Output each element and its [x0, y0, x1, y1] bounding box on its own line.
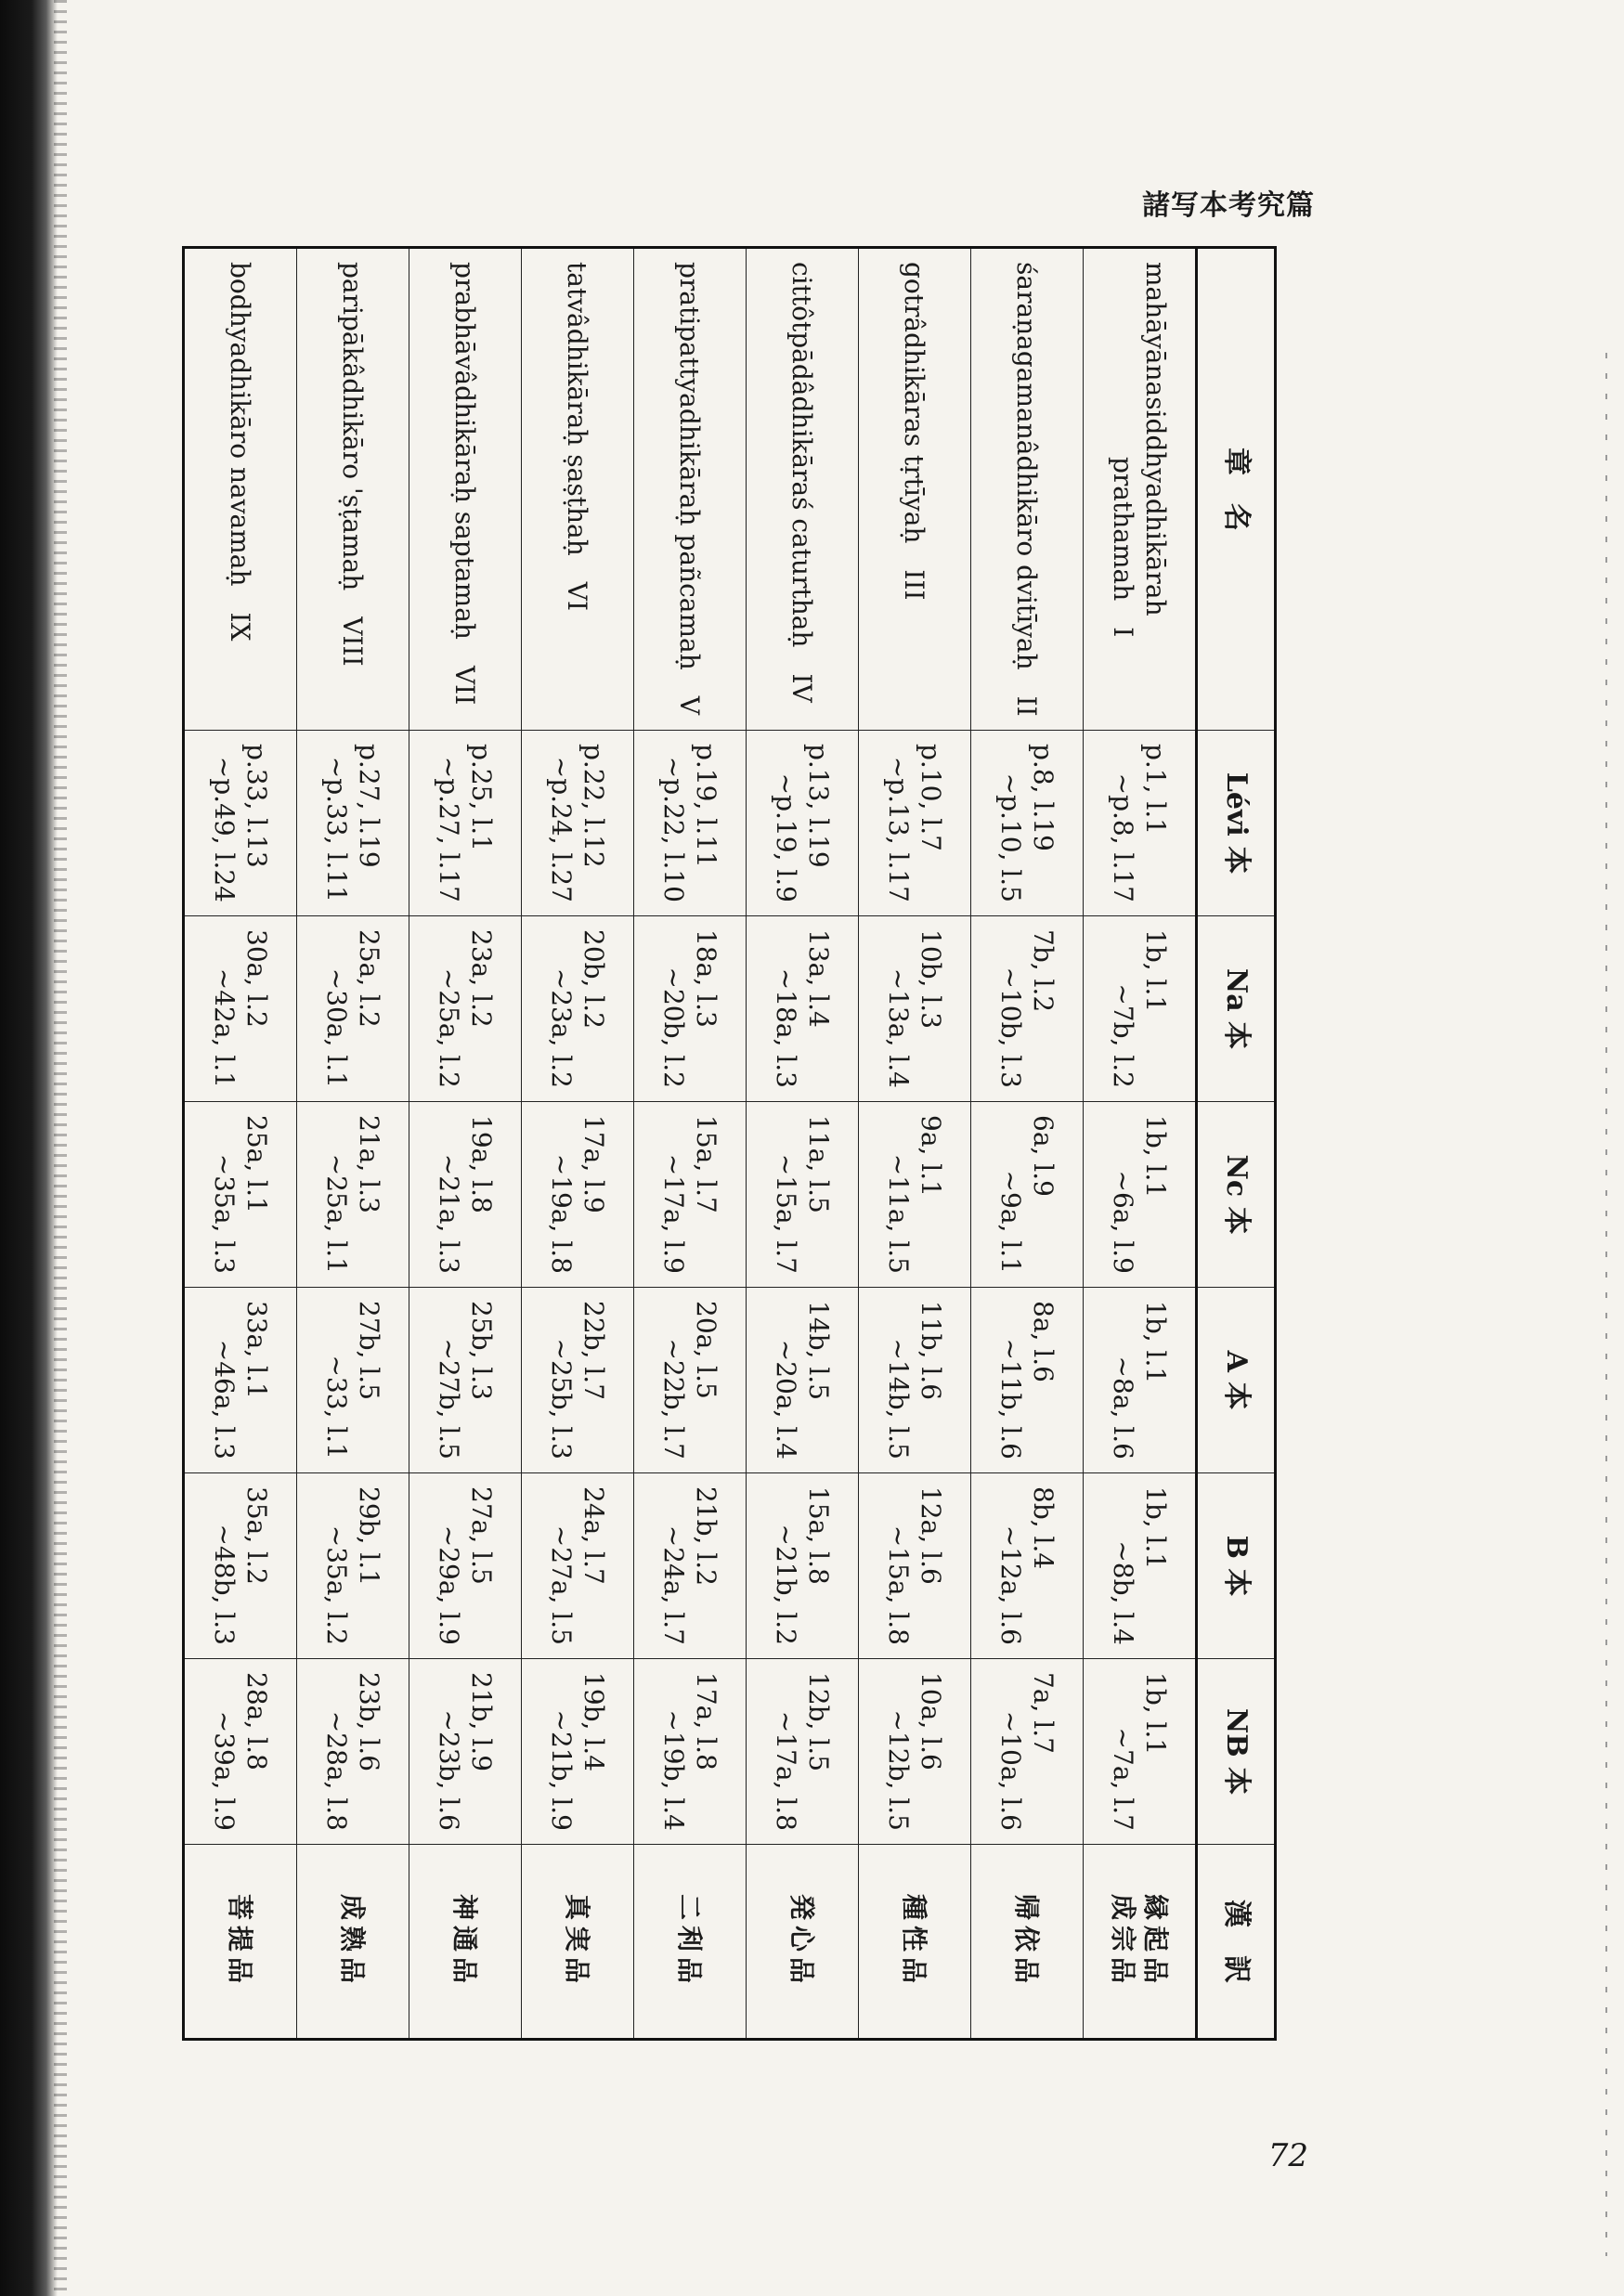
na-start: 25a, l.2: [354, 929, 384, 1028]
a-start: 33a, l.1: [241, 1301, 272, 1399]
levi-ref-cell: [747, 731, 859, 916]
b-end: ~8b, l.4: [1108, 1540, 1138, 1645]
table-row: [184, 248, 297, 2040]
b-start: 27a, l.5: [466, 1486, 497, 1585]
chapter-name: tatvâdhikāraḥ ṣaṣṭhaḥ VI: [562, 262, 593, 612]
nc-ref-cell: [1084, 1102, 1197, 1288]
chapter-name: śaraṇagamanâdhikāro dvitīyaḥ II: [1011, 262, 1043, 717]
levi-end: ~p.10, l.5: [995, 772, 1026, 902]
a-start: 8a, l.6: [1028, 1301, 1059, 1382]
nc-start: 15a, l.7: [691, 1115, 721, 1213]
manuscript-comparison-table: [182, 246, 1277, 2041]
nc-start: 21a, l.3: [354, 1115, 384, 1213]
levi-start: p.13, l.19: [803, 744, 834, 868]
na-ref-cell: [747, 916, 859, 1102]
a-end: ~27b, l.5: [434, 1338, 464, 1459]
a-ref-cell: [297, 1288, 409, 1473]
levi-start: p.27, l.19: [354, 744, 384, 868]
levi-end: ~p.8, l.17: [1108, 772, 1138, 902]
chapter-name-cell: [1084, 248, 1197, 731]
nb-ref-cell: [859, 1659, 971, 1845]
chapter-name: cittôtpādâdhikāraś caturthaḥ IV: [786, 262, 818, 703]
nc-ref-cell: [297, 1102, 409, 1288]
nb-end: ~39a, l.9: [209, 1710, 240, 1831]
chapter-name-cell: [747, 248, 859, 731]
a-end: ~33, l.1: [321, 1355, 352, 1459]
kanyaku-title: 発心品: [786, 1893, 818, 1989]
b-end: ~29a, l.9: [434, 1524, 464, 1645]
nb-start: 10a, l.6: [916, 1672, 946, 1771]
nb-end: ~10a, l.6: [995, 1710, 1026, 1831]
header-kanyaku: 漢 訳: [1197, 1845, 1276, 2040]
na-end: ~30a, l.1: [321, 967, 352, 1088]
levi-end: ~p.27, l.17: [434, 756, 464, 902]
levi-ref-cell: [634, 731, 747, 916]
na-end: ~23a, l.2: [546, 967, 577, 1088]
b-start: 15a, l.8: [803, 1486, 834, 1585]
nb-start: 19b, l.4: [578, 1672, 609, 1772]
nc-start: 25a, l.1: [241, 1115, 272, 1213]
b-end: ~48b, l.3: [209, 1524, 240, 1645]
levi-start: p.19, l.11: [691, 744, 721, 868]
b-start: 8b, l.4: [1028, 1486, 1059, 1570]
nc-end: ~9a, l.1: [995, 1170, 1026, 1274]
levi-start: p.1, l.1: [1140, 744, 1171, 836]
levi-start: p.22, l.12: [578, 744, 609, 868]
nc-end: ~21a, l.3: [434, 1153, 464, 1274]
b-end: ~21b, l.2: [771, 1524, 801, 1645]
b-end: ~35a, l.2: [321, 1524, 352, 1645]
a-ref-cell: [409, 1288, 522, 1473]
kanyaku-cell: [409, 1845, 522, 2040]
nb-ref-cell: [297, 1659, 409, 1845]
levi-ref-cell: [409, 731, 522, 916]
chapter-name-cell: [409, 248, 522, 731]
levi-start: p.33, l.13: [241, 744, 272, 868]
chapter-name-cell: [184, 248, 297, 731]
table-row: [747, 248, 859, 2040]
b-end: ~12a, l.6: [995, 1524, 1026, 1645]
levi-ref-cell: [1084, 731, 1197, 916]
na-start: 13a, l.4: [803, 929, 834, 1028]
a-start: 20a, l.5: [691, 1301, 721, 1399]
table-row: [971, 248, 1084, 2040]
a-start: 1b, l.1: [1140, 1301, 1171, 1384]
header-levi: Lévi 本: [1197, 731, 1276, 916]
kanyaku-title: 真実品: [562, 1893, 593, 1989]
kanyaku-cell: [1084, 1845, 1197, 2040]
table-body: [184, 248, 1197, 2040]
nc-start: 1b, l.1: [1140, 1115, 1171, 1199]
kanyaku-title: 縁起品: [1140, 1893, 1171, 1989]
kanyaku-cell: [971, 1845, 1084, 2040]
b-start: 1b, l.1: [1140, 1486, 1171, 1570]
na-ref-cell: [1084, 916, 1197, 1102]
scan-margin-dashes: [1605, 353, 1607, 2256]
na-end: ~13a, l.4: [883, 967, 914, 1088]
header-a: A 本: [1197, 1288, 1276, 1473]
page-header-title: 諸写本考究篇: [1142, 189, 1315, 222]
na-end: ~10b, l.3: [995, 966, 1026, 1088]
levi-ref-cell: [522, 731, 634, 916]
b-start: 29b, l.1: [354, 1486, 384, 1587]
b-ref-cell: [634, 1473, 747, 1659]
kanyaku-title: 菩提品: [225, 1893, 256, 1989]
header-row: [1197, 248, 1276, 2040]
chapter-name: paripākâdhikāro 'ṣṭamaḥ VIII: [337, 262, 369, 667]
na-end: ~20b, l.2: [658, 966, 689, 1088]
nb-end: ~19b, l.4: [658, 1709, 689, 1831]
levi-end: ~p.22, l.10: [658, 756, 689, 902]
na-ref-cell: [634, 916, 747, 1102]
header-na: Na 本: [1197, 916, 1276, 1102]
nb-ref-cell: [634, 1659, 747, 1845]
nb-end: ~12b, l.5: [883, 1709, 914, 1831]
nb-start: 17a, l.8: [691, 1672, 721, 1771]
nb-start: 21b, l.9: [466, 1672, 497, 1772]
nc-ref-cell: [859, 1102, 971, 1288]
nc-start: 9a, l.1: [916, 1115, 946, 1197]
b-end: ~27a, l.5: [546, 1524, 577, 1645]
b-start: 21b, l.2: [691, 1486, 721, 1587]
nb-ref-cell: [747, 1659, 859, 1845]
b-start: 35a, l.2: [241, 1486, 272, 1585]
kanyaku-title: 成熟品: [337, 1893, 369, 1989]
kanyaku-cell: [297, 1845, 409, 2040]
table-row: [409, 248, 522, 2040]
kanyaku-title: 二利品: [674, 1893, 706, 1989]
nb-start: 23b, l.6: [354, 1672, 384, 1772]
chapter-name-cell: [522, 248, 634, 731]
nb-start: 28a, l.8: [241, 1672, 272, 1771]
a-end: ~22b, l.7: [658, 1338, 689, 1459]
nb-ref-cell: [409, 1659, 522, 1845]
na-start: 10b, l.3: [916, 929, 946, 1030]
a-start: 25b, l.3: [466, 1301, 497, 1401]
chapter-name: pratipattyadhikāraḥ pañcamaḥ V: [674, 262, 706, 715]
na-start: 23a, l.2: [466, 929, 497, 1028]
b-ref-cell: [522, 1473, 634, 1659]
b-ref-cell: [184, 1473, 297, 1659]
scan-noise: [54, 0, 67, 2296]
nc-ref-cell: [747, 1102, 859, 1288]
kanyaku-title: 種性品: [899, 1893, 930, 1989]
na-end: ~42a, l.1: [209, 967, 240, 1088]
kanyaku-cell: [522, 1845, 634, 2040]
nc-end: ~15a, l.7: [771, 1153, 801, 1274]
a-end: ~14b, l.5: [883, 1338, 914, 1459]
levi-ref-cell: [859, 731, 971, 916]
a-ref-cell: [634, 1288, 747, 1473]
header-nb: NB 本: [1197, 1659, 1276, 1845]
nc-end: ~17a, l.9: [658, 1153, 689, 1274]
table-header: [1197, 248, 1276, 2040]
na-start: 7b, l.2: [1028, 929, 1059, 1013]
nc-ref-cell: [184, 1102, 297, 1288]
chapter-name-cell: [634, 248, 747, 731]
na-ref-cell: [971, 916, 1084, 1102]
table-row: [297, 248, 409, 2040]
a-start: 27b, l.5: [354, 1301, 384, 1401]
na-end: ~7b, l.2: [1108, 983, 1138, 1088]
nc-ref-cell: [409, 1102, 522, 1288]
chapter-name-cell: [971, 248, 1084, 731]
levi-start: p.10, l.7: [916, 744, 946, 851]
a-ref-cell: [522, 1288, 634, 1473]
nc-end: ~6a, l.9: [1108, 1170, 1138, 1274]
nb-ref-cell: [1084, 1659, 1197, 1845]
chapter-name: prabhāvâdhikāraḥ saptamaḥ VII: [449, 262, 481, 706]
nb-end: ~7a, l.7: [1108, 1727, 1138, 1831]
b-end: ~15a, l.8: [883, 1524, 914, 1645]
a-end: ~25b, l.3: [546, 1338, 577, 1459]
nc-end: ~25a, l.1: [321, 1153, 352, 1274]
na-start: 30a, l.2: [241, 929, 272, 1028]
levi-end: ~p.13, l.17: [883, 756, 914, 902]
header-chapter-name: 章 名: [1197, 248, 1276, 731]
na-ref-cell: [184, 916, 297, 1102]
nb-end: ~28a, l.8: [321, 1710, 352, 1831]
nc-ref-cell: [971, 1102, 1084, 1288]
a-start: 14b, l.5: [803, 1301, 834, 1401]
chapter-name-cell: [859, 248, 971, 731]
a-ref-cell: [184, 1288, 297, 1473]
nc-ref-cell: [522, 1102, 634, 1288]
a-ref-cell: [971, 1288, 1084, 1473]
nc-start: 19a, l.8: [466, 1115, 497, 1213]
na-ref-cell: [297, 916, 409, 1102]
na-start: 20b, l.2: [578, 929, 609, 1030]
header-b: B 本: [1197, 1473, 1276, 1659]
scan-shadow-edge: [0, 0, 58, 2296]
nb-end: ~23b, l.6: [434, 1709, 464, 1831]
table-row: [522, 248, 634, 2040]
a-end: ~20a, l.4: [771, 1339, 801, 1459]
a-start: 11b, l.6: [916, 1301, 946, 1401]
table-row: [634, 248, 747, 2040]
na-ref-cell: [859, 916, 971, 1102]
na-ref-cell: [522, 916, 634, 1102]
nc-end: ~19a, l.8: [546, 1153, 577, 1274]
levi-end: ~p.19, l.9: [771, 772, 801, 902]
kanyaku-title-2: 成宗品: [1108, 1893, 1138, 1989]
nc-start: 6a, l.9: [1028, 1115, 1059, 1197]
kanyaku-cell: [747, 1845, 859, 2040]
kanyaku-cell: [859, 1845, 971, 2040]
levi-ref-cell: [297, 731, 409, 916]
nb-start: 12b, l.5: [803, 1672, 834, 1772]
nb-end: ~21b, l.9: [546, 1709, 577, 1831]
b-ref-cell: [409, 1473, 522, 1659]
nb-end: ~17a, l.8: [771, 1710, 801, 1831]
chapter-name: gotrâdhikāras tṛtīyaḥ III: [899, 262, 930, 601]
header-nc: Nc 本: [1197, 1102, 1276, 1288]
b-ref-cell: [971, 1473, 1084, 1659]
nb-ref-cell: [971, 1659, 1084, 1845]
b-start: 12a, l.6: [916, 1486, 946, 1585]
b-end: ~24a, l.7: [658, 1524, 689, 1645]
a-ref-cell: [747, 1288, 859, 1473]
table-row: [859, 248, 971, 2040]
na-start: 18a, l.3: [691, 929, 721, 1028]
a-end: ~46a, l.3: [209, 1339, 240, 1459]
table-row: [1084, 248, 1197, 2040]
kanyaku-cell: [634, 1845, 747, 2040]
levi-end: ~p.33, l.11: [321, 756, 352, 902]
levi-end: ~p.24, l.27: [546, 756, 577, 902]
chapter-name: mahāyānasiddhyadhikārah: [1140, 262, 1171, 616]
chapter-name-line2: prathamah I: [1108, 457, 1138, 638]
levi-end: ~p.49, l.24: [209, 756, 240, 902]
nc-start: 11a, l.5: [803, 1115, 834, 1213]
nb-ref-cell: [522, 1659, 634, 1845]
b-ref-cell: [1084, 1473, 1197, 1659]
a-end: ~11b, l.6: [995, 1338, 1026, 1459]
manuscript-comparison-table-container: [195, 246, 1277, 2038]
chapter-name-cell: [297, 248, 409, 731]
na-ref-cell: [409, 916, 522, 1102]
levi-ref-cell: [184, 731, 297, 916]
b-ref-cell: [747, 1473, 859, 1659]
kanyaku-title: 帰依品: [1011, 1893, 1043, 1989]
nb-start: 7a, l.7: [1028, 1672, 1059, 1754]
kanyaku-title: 神通品: [449, 1893, 481, 1989]
nc-end: ~11a, l.5: [883, 1153, 914, 1274]
nb-ref-cell: [184, 1659, 297, 1845]
na-start: 1b, l.1: [1140, 929, 1171, 1013]
b-ref-cell: [859, 1473, 971, 1659]
nb-start: 1b, l.1: [1140, 1672, 1171, 1756]
b-ref-cell: [297, 1473, 409, 1659]
a-start: 22b, l.7: [578, 1301, 609, 1401]
levi-start: p.25, l.1: [466, 744, 497, 851]
nc-start: 17a, l.9: [578, 1115, 609, 1213]
a-end: ~8a, l.6: [1108, 1356, 1138, 1459]
a-ref-cell: [859, 1288, 971, 1473]
a-ref-cell: [1084, 1288, 1197, 1473]
levi-start: p.8, l.19: [1028, 744, 1059, 851]
page-number: 72: [1267, 2137, 1308, 2174]
b-start: 24a, l.7: [578, 1486, 609, 1585]
kanyaku-cell: [184, 1845, 297, 2040]
nc-end: ~35a, l.3: [209, 1153, 240, 1274]
chapter-name: bodhyadhikāro navamaḥ IX: [225, 262, 256, 642]
levi-ref-cell: [971, 731, 1084, 916]
nc-ref-cell: [634, 1102, 747, 1288]
na-end: ~18a, l.3: [771, 967, 801, 1088]
na-end: ~25a, l.2: [434, 967, 464, 1088]
